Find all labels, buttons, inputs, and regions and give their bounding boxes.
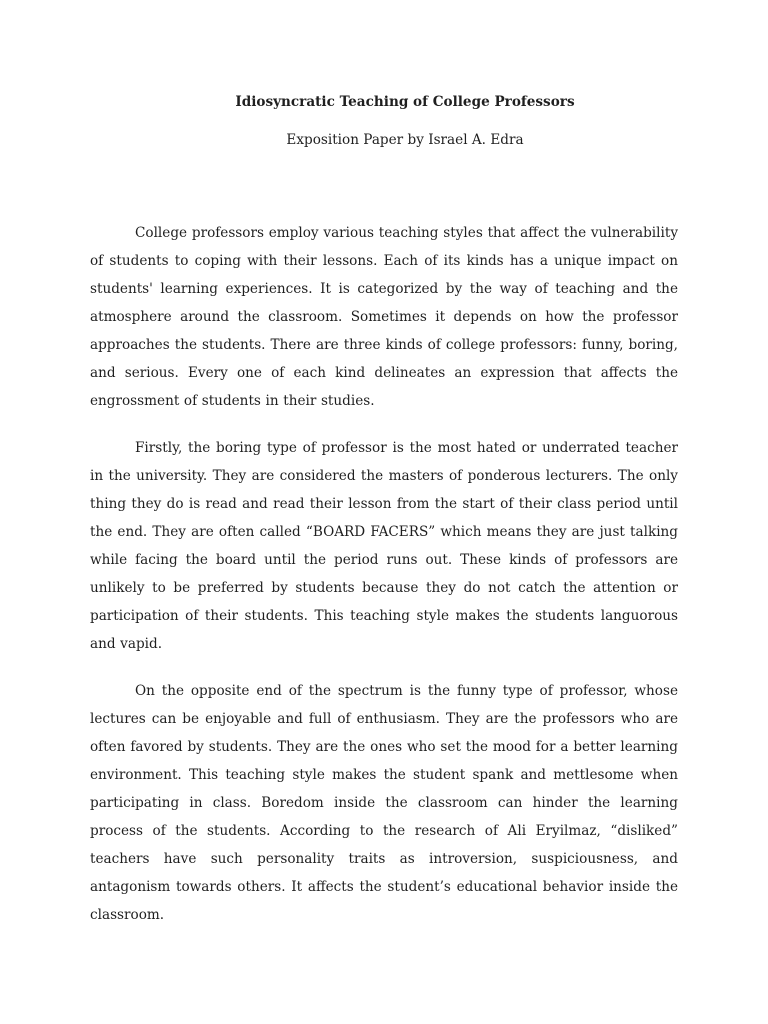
paragraph-funny-professor: On the opposite end of the spectrum is the funny type of professor, whose lectures can be enjoyable and full of enthusiasm. They are the professors who are often favored by students. They are the ones who set the mood for a better learning environment. This teaching style makes the student spank and mettlesome when participating in class. Boredom inside the classroom can hinder the learning process of the students. According to the research of Ali Eryilmaz, “disliked” teachers have such personality traits as introversion, suspiciousness, and antagonism towards others. It affects the student’s educational behavior inside the classroom. <box>90 683 678 923</box>
paragraph-intro: College professors employ various teaching styles that affect the vulnerability of students to coping with their lessons. Each of its kinds has a unique impact on students' learning experiences. It is categorized by the way of teaching and the atmosphere around the classroom. Sometimes it depends on how the professor approaches the students. There are three kinds of college professors: funny, boring, and serious. Every one of each kind delineates an expression that affects the engrossment of students in their studies. <box>90 225 678 409</box>
paragraph-boring-professor: Firstly, the boring type of professor is the most hated or underrated teacher in the university. They are considered the masters of ponderous lecturers. The only thing they do is read and read their lesson from the start of their class period until the end. They are often called “BOARD FACERS” which means they are just talking while facing the board until the period runs out. These kinds of professors are unlikely to be preferred by students because they do not catch the attention or participation of their students. This teaching style makes the students languorous and vapid. <box>90 440 678 652</box>
document-title: Idiosyncratic Teaching of College Professors <box>235 94 575 110</box>
document-subtitle: Exposition Paper by Israel A. Edra <box>286 132 524 148</box>
document-body <box>90 219 678 948</box>
